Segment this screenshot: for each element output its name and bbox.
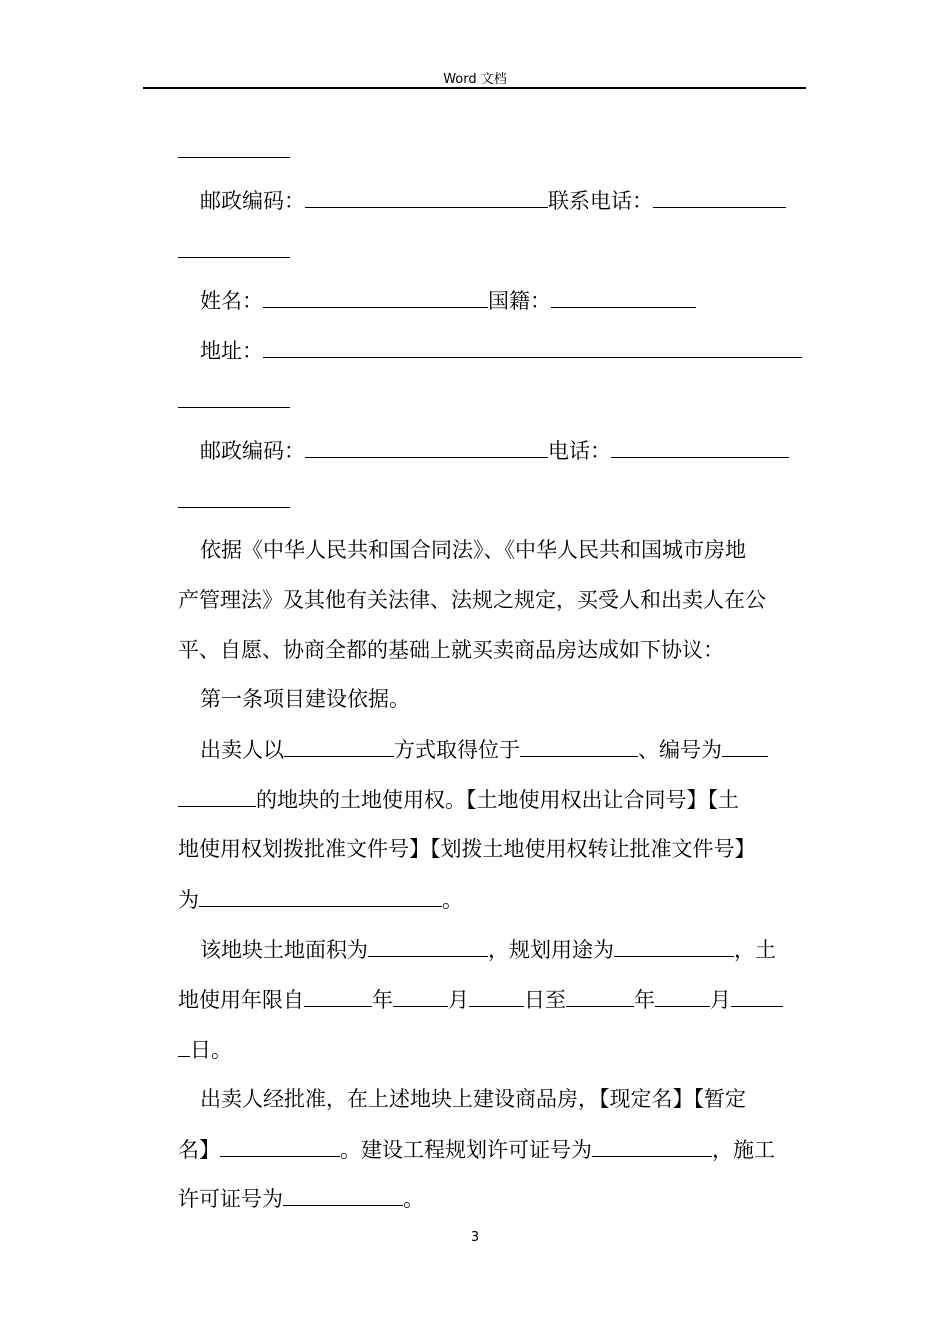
text: 月 bbox=[710, 988, 731, 1012]
phone-label: 联系电话： bbox=[548, 189, 653, 213]
blank bbox=[592, 1134, 712, 1157]
paragraph-line bbox=[178, 1034, 802, 1064]
text: 方式取得位于 bbox=[394, 738, 520, 762]
blank bbox=[220, 1134, 340, 1157]
text: 日。 bbox=[190, 1038, 232, 1062]
phone-label: 电话： bbox=[548, 439, 611, 463]
paragraph-line bbox=[178, 784, 802, 814]
nationality-label: 国籍： bbox=[488, 289, 551, 313]
paragraph-line bbox=[178, 984, 802, 1014]
paragraph-line: 依据《中华人民共和国合同法》、《中华人民共和国城市房地 bbox=[200, 538, 746, 562]
blank bbox=[283, 1183, 403, 1206]
paragraph-line bbox=[178, 884, 802, 914]
postcode-label: 邮政编码： bbox=[200, 439, 305, 463]
line-2 bbox=[178, 185, 824, 215]
blank bbox=[304, 984, 372, 1007]
text: ，规划用途为 bbox=[488, 938, 614, 962]
text: 为 bbox=[178, 888, 199, 912]
paragraph-line: 产管理法》及其他有关法律、法规之规定，买受人和出卖人在公 bbox=[178, 588, 766, 612]
text: 。 bbox=[403, 1187, 424, 1211]
nationality-blank bbox=[551, 285, 696, 308]
line-7 bbox=[178, 435, 824, 465]
line-8 bbox=[178, 485, 802, 515]
line-5 bbox=[178, 335, 824, 365]
paragraph-line: 平、自愿、协商全都的基础上就买卖商品房达成如下协议： bbox=[178, 638, 724, 662]
text: 的地块的土地使用权。【土地使用权出让合同号】【土 bbox=[256, 788, 739, 812]
paragraph-line bbox=[178, 934, 824, 964]
blank bbox=[178, 784, 256, 807]
article-heading: 第一条项目建设依据。 bbox=[200, 687, 410, 711]
blank bbox=[566, 984, 634, 1007]
text: 该地块土地面积为 bbox=[200, 938, 368, 962]
blank bbox=[178, 235, 290, 258]
text: 许可证号为 bbox=[178, 1187, 283, 1211]
phone-blank bbox=[653, 185, 786, 208]
text: 月 bbox=[448, 988, 469, 1012]
blank bbox=[520, 734, 638, 757]
text: ，土 bbox=[734, 938, 776, 962]
line-6 bbox=[178, 385, 802, 415]
blank bbox=[368, 934, 488, 957]
line-4 bbox=[178, 285, 824, 315]
blank bbox=[731, 984, 783, 1007]
postcode-blank bbox=[305, 185, 548, 208]
postcode-blank bbox=[305, 435, 548, 458]
paragraph-line bbox=[178, 1134, 802, 1164]
text: 出卖人以 bbox=[200, 738, 284, 762]
header-rule bbox=[143, 87, 806, 89]
text: 年 bbox=[634, 988, 655, 1012]
paragraph-line: 地使用权划拨批准文件号】【划拨土地使用权转让批准文件号】 bbox=[178, 837, 756, 861]
paragraph-line bbox=[178, 1183, 802, 1213]
blank bbox=[178, 135, 290, 158]
text: 。建设工程规划许可证号为 bbox=[340, 1138, 592, 1162]
address-blank bbox=[263, 335, 802, 358]
blank bbox=[284, 734, 394, 757]
paragraph-line bbox=[178, 734, 824, 764]
blank bbox=[178, 385, 290, 408]
blank bbox=[199, 884, 442, 907]
paragraph-line: 出卖人经批准，在上述地块上建设商品房，【现定名】【暂定 bbox=[200, 1087, 746, 1111]
blank bbox=[393, 984, 448, 1007]
text: 。 bbox=[442, 888, 463, 912]
text: ，施工 bbox=[712, 1138, 775, 1162]
line-3 bbox=[178, 235, 802, 265]
blank bbox=[722, 734, 768, 757]
blank bbox=[178, 1034, 190, 1057]
text: 年 bbox=[372, 988, 393, 1012]
name-blank bbox=[263, 285, 488, 308]
text: 名】 bbox=[178, 1138, 220, 1162]
blank bbox=[655, 984, 710, 1007]
blank bbox=[469, 984, 524, 1007]
blank bbox=[178, 485, 290, 508]
header-title: Word 文档 bbox=[443, 72, 507, 87]
text: 、编号为 bbox=[638, 738, 722, 762]
address-label: 地址： bbox=[200, 339, 263, 363]
line-1 bbox=[178, 135, 802, 165]
text: 日至 bbox=[524, 988, 566, 1012]
page-number: 3 bbox=[470, 1230, 480, 1245]
text: 地使用年限自 bbox=[178, 988, 304, 1012]
name-label: 姓名： bbox=[200, 289, 263, 313]
postcode-label: 邮政编码： bbox=[200, 189, 305, 213]
blank bbox=[614, 934, 734, 957]
phone-blank bbox=[611, 435, 789, 458]
